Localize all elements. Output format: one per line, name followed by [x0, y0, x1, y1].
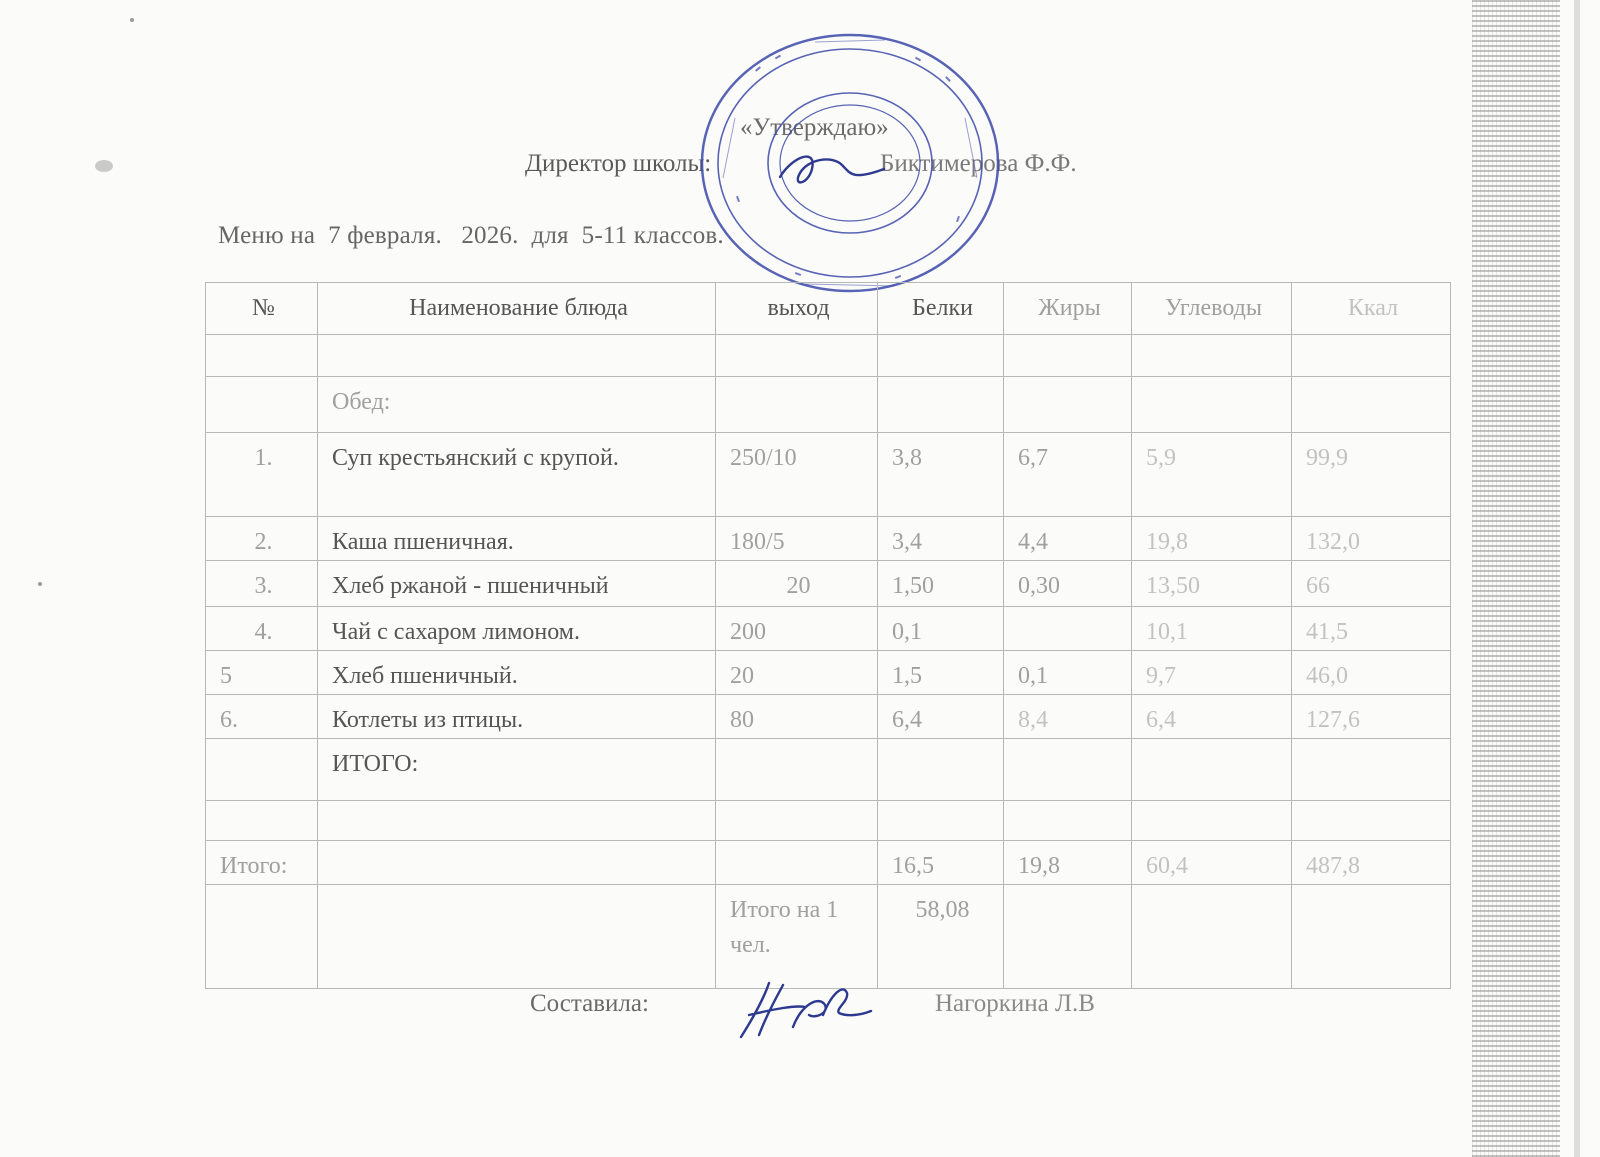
- table-row-per-person: [206, 885, 1451, 989]
- compiler-name: Нагоркина Л.В: [935, 990, 1095, 1017]
- table-row-itogo: [206, 739, 1451, 801]
- cell-number: 6.: [206, 695, 318, 739]
- total-fat: 19,8: [1004, 841, 1132, 885]
- cell-carbs: 19,8: [1132, 517, 1292, 561]
- total-carbs: 60,4: [1132, 841, 1292, 885]
- scan-edge-noise: [1472, 0, 1560, 1157]
- scan-speck: [95, 160, 113, 172]
- header-cell-carbs: Углеводы: [1132, 283, 1292, 335]
- section-label: Обед:: [318, 377, 716, 433]
- table-row: [206, 433, 1451, 517]
- cell-number: 3.: [206, 561, 318, 607]
- total-kcal: 487,8: [1292, 841, 1451, 885]
- menu-table: [205, 282, 1451, 989]
- total-protein: 16,5: [878, 841, 1004, 885]
- cell-portion: 180/5: [716, 517, 878, 561]
- cell-protein: 1,5: [878, 651, 1004, 695]
- cell-portion: 250/10: [716, 433, 878, 517]
- cell-portion: 80: [716, 695, 878, 739]
- header-cell-kcal: Ккал: [1292, 283, 1451, 335]
- table-row: [206, 607, 1451, 651]
- cell-portion: 200: [716, 607, 878, 651]
- scan-speck: [130, 18, 134, 22]
- table-row: [206, 695, 1451, 739]
- cell-fat: 0,1: [1004, 651, 1132, 695]
- cell-kcal: 41,5: [1292, 607, 1451, 651]
- cell-dish: Хлеб ржаной - пшеничный: [318, 561, 716, 607]
- cell-portion: 20: [716, 561, 878, 607]
- cell-fat: 4,4: [1004, 517, 1132, 561]
- cell-carbs: 9,7: [1132, 651, 1292, 695]
- compiler-signature-icon: [735, 975, 875, 1045]
- cell-carbs: 5,9: [1132, 433, 1292, 517]
- cell-carbs: 6,4: [1132, 695, 1292, 739]
- itogo-label: ИТОГО:: [318, 739, 716, 801]
- cell-fat: 0,30: [1004, 561, 1132, 607]
- table-row-total: [206, 841, 1451, 885]
- cell-fat: [1004, 607, 1132, 651]
- cell-dish: Котлеты из птицы.: [318, 695, 716, 739]
- director-signature-icon: [772, 137, 892, 197]
- cell-kcal: 46,0: [1292, 651, 1451, 695]
- cell-fat: 6,7: [1004, 433, 1132, 517]
- table-row: [206, 517, 1451, 561]
- cell-number: 5: [206, 651, 318, 695]
- cell-portion: 20: [716, 651, 878, 695]
- cell-fat: 8,4: [1004, 695, 1132, 739]
- header-cell-fat: Жиры: [1004, 283, 1132, 335]
- cell-carbs: 13,50: [1132, 561, 1292, 607]
- header-cell-number: №: [206, 283, 318, 335]
- cell-number: 4.: [206, 607, 318, 651]
- cell-protein: 1,50: [878, 561, 1004, 607]
- table-row-section: [206, 377, 1451, 433]
- cell-dish: Чай с сахаром лимоном.: [318, 607, 716, 651]
- table-row-empty: [206, 335, 1451, 377]
- director-name: Биктимерова Ф.Ф.: [880, 150, 1077, 177]
- cell-protein: 3,4: [878, 517, 1004, 561]
- scan-edge-line: [1574, 0, 1580, 1157]
- cell-kcal: 132,0: [1292, 517, 1451, 561]
- cell-protein: 0,1: [878, 607, 1004, 651]
- table-header-row: [206, 283, 1451, 335]
- cell-kcal: 127,6: [1292, 695, 1451, 739]
- per-person-label: Итого на 1 чел.: [716, 885, 878, 989]
- cell-protein: 6,4: [878, 695, 1004, 739]
- header-cell-portion: выход: [716, 283, 878, 335]
- compiled-by-label: Составила:: [530, 990, 649, 1017]
- cell-number: 2.: [206, 517, 318, 561]
- cell-number: 1.: [206, 433, 318, 517]
- cell-protein: 3,8: [878, 433, 1004, 517]
- cell-dish: Хлеб пшеничный.: [318, 651, 716, 695]
- header-cell-protein: Белки: [878, 283, 1004, 335]
- table-row-empty: [206, 801, 1451, 841]
- cell-kcal: 99,9: [1292, 433, 1451, 517]
- table-row: [206, 651, 1451, 695]
- scan-speck: [38, 582, 42, 586]
- cell-dish: Каша пшеничная.: [318, 517, 716, 561]
- director-label: Директор школы:: [525, 150, 712, 177]
- table-row: [206, 561, 1451, 607]
- approval-label: «Утверждаю»: [740, 114, 889, 141]
- header-cell-dish: Наименование блюда: [318, 283, 716, 335]
- cell-kcal: 66: [1292, 561, 1451, 607]
- cell-carbs: 10,1: [1132, 607, 1292, 651]
- per-person-value: 58,08: [878, 885, 1004, 989]
- cell-dish: Суп крестьянский с крупой.: [318, 433, 716, 517]
- menu-title: Меню на 7 февраля. 2026. для 5-11 классов.: [218, 222, 724, 249]
- total-label: Итого:: [206, 841, 318, 885]
